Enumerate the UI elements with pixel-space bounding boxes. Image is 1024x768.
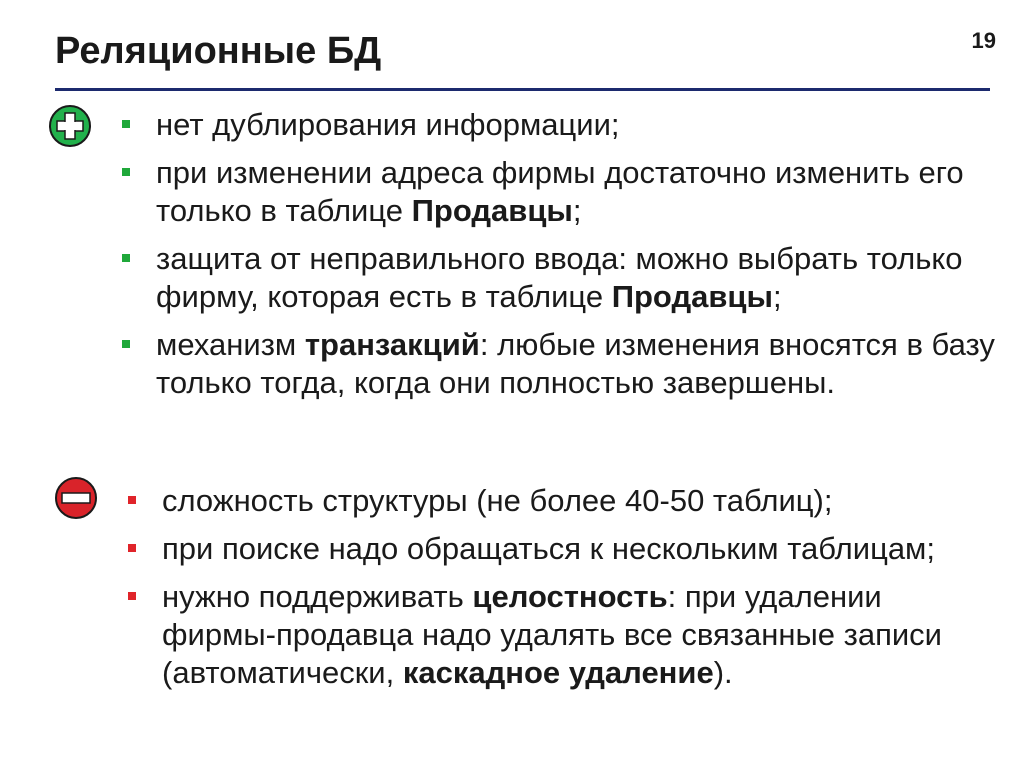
item-emphasis: целостность — [472, 579, 668, 614]
square-bullet-icon — [128, 496, 136, 504]
item-text: нет дублирования информации; — [156, 107, 620, 142]
square-bullet-icon — [128, 544, 136, 552]
page-number: 19 — [971, 28, 996, 53]
advantages-list — [118, 106, 998, 412]
square-bullet-icon — [122, 340, 130, 348]
list-item — [124, 578, 1004, 692]
list-item — [124, 530, 1004, 568]
square-bullet-icon — [122, 254, 130, 262]
item-emphasis: каскадное удаление — [402, 655, 714, 690]
slide-title: Реляционные БД — [55, 30, 382, 72]
list-item — [118, 240, 998, 316]
item-text: нужно поддерживать — [162, 579, 473, 614]
item-emphasis: Продавцы — [411, 193, 573, 228]
item-text: при поиске надо обращаться к нескольким таблицам; — [162, 531, 935, 566]
item-text: защита от неправильного ввода: можно выбрать только фирму, которая есть в таблице — [156, 241, 963, 314]
item-text: ; — [572, 193, 582, 228]
list-item — [118, 106, 998, 144]
title-divider — [55, 88, 990, 91]
list-item — [124, 482, 1004, 520]
list-item — [118, 154, 998, 230]
item-text: ). — [713, 655, 733, 690]
square-bullet-icon — [122, 120, 130, 128]
square-bullet-icon — [122, 168, 130, 176]
minus-circle-icon — [54, 476, 98, 520]
item-text: : любые изменения вносятся в базу только тогда, когда они полностью завершены. — [156, 327, 995, 400]
item-text: : при удалении фирмы-продавца надо удалять все связанные записи (автоматически, — [162, 579, 942, 690]
item-emphasis: транзакций — [304, 327, 480, 362]
item-text: при изменении адреса фирмы достаточно изменить его только в таблице — [156, 155, 964, 228]
disadvantages-list — [124, 482, 1004, 702]
square-bullet-icon — [128, 592, 136, 600]
item-text: сложность структуры (не более 40-50 таблиц); — [162, 483, 833, 518]
list-item — [118, 326, 998, 402]
item-text: механизм — [156, 327, 305, 362]
item-text: ; — [772, 279, 782, 314]
plus-circle-icon — [48, 104, 92, 148]
item-emphasis: Продавцы — [611, 279, 773, 314]
